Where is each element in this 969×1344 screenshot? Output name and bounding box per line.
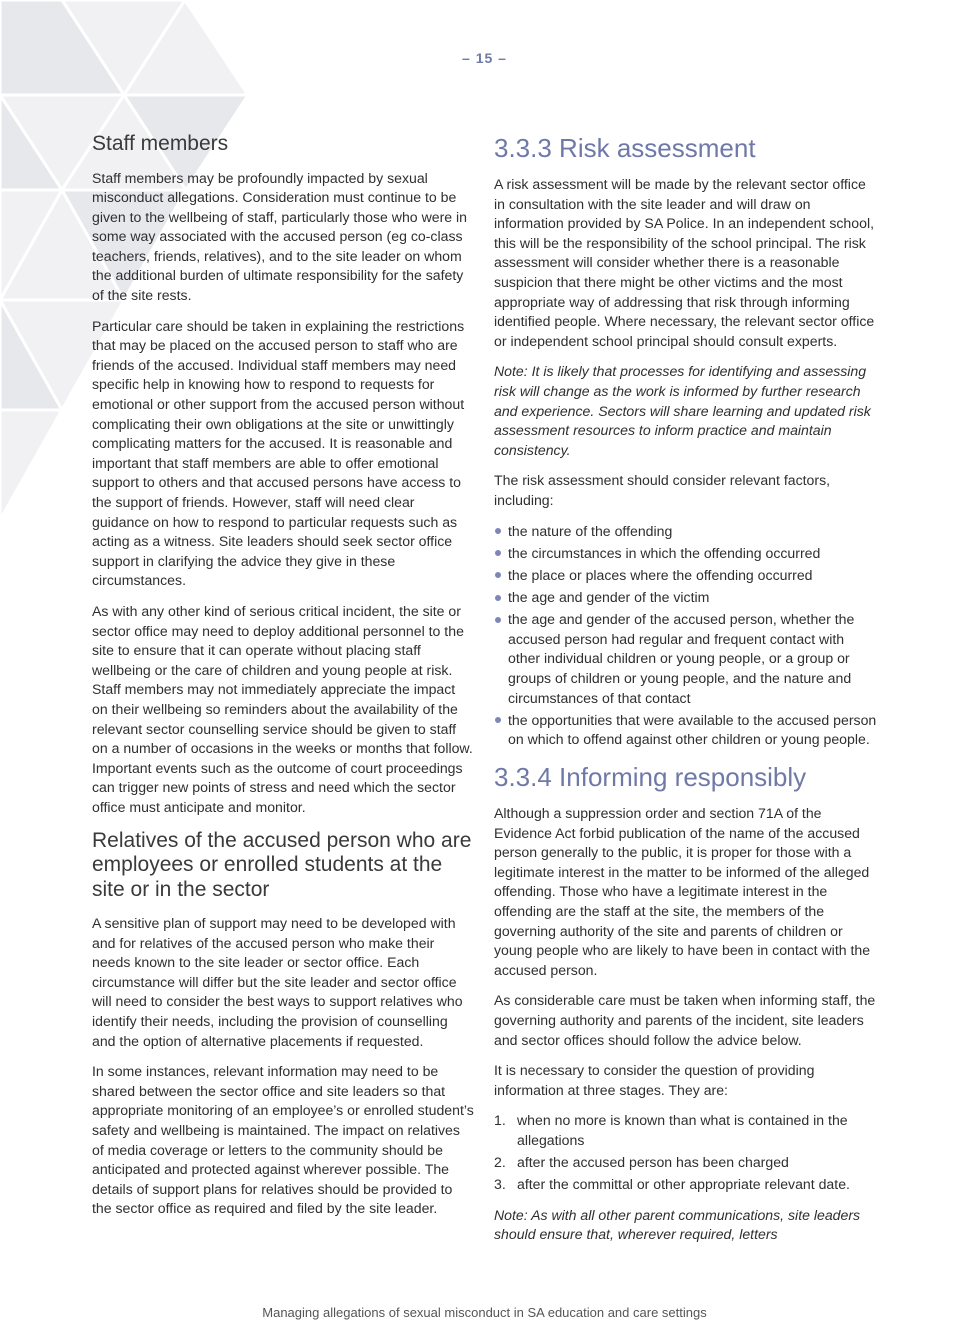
list-number: 1. — [494, 1112, 506, 1129]
list-number: 3. — [494, 1176, 506, 1193]
list-item: the nature of the offending — [494, 522, 878, 542]
heading-risk-assessment: 3.3.3 Risk assessment — [494, 133, 756, 163]
stages-list — [494, 1111, 878, 1195]
paragraph: As with any other kind of serious critical incident, the site or sector office may need to deploy additional personnel to the site to ensure that it can operate without placing staff wellbeing or the care of children and young people at risk. Staff members may not immediately appreciate the impact on their wellbeing so reminders about the availability of the relevant sector counselling service should be given to staff on a number of occasions in the weeks or months that follow. Important events such as the outcome of court proceedings can trigger new points of stress and need which the sector office must anticipate and monitor. — [92, 602, 473, 815]
paragraph: In some instances, relevant information may need to be shared between the sector office and site leaders so that appropriate monitoring of an employee’s or enrolled student’s safety and wellbeing is maintained. The impact on relatives of media coverage or letters to the community should be anticipated and protected against wherever possible. The details of support plans for relatives should be provided to the sector office as required and filed by the site leader. — [92, 1063, 474, 1217]
paragraph: A sensitive plan of support may need to be developed with and for relatives of the accused person who make their needs known to the site leader or sector office. Each circumstance will differ but the site leader and sector office will need to consider the best ways to support relatives who identify their needs, including the provision of counselling and the option of alternative placements if requested. — [92, 915, 463, 1049]
paragraph: Particular care should be taken in explaining the restrictions that may be placed on the accused person to staff who are friends of the accused. Individual staff members may need specific help in knowing how to respond to requests for emotional or other support from the accused person without complicating their own obligations at the site or unwittingly complicating matters for the accused. It is reasonable and important that staff members are able to offer emotional support to others and that accused persons have access to the support of friends. However, staff will need clear guidance on how to respond to particular requests such as acting as a witness. Site leaders should seek sector office support in clarifying the advice they give in these circumstances. — [92, 317, 465, 589]
list-text: after the committal or other appropriate relevant date. — [517, 1176, 850, 1193]
paragraph: Although a suppression order and section 71A of the Evidence Act forbid publication of the name of the accused person generally to the public, it is proper for those with a legitimate interest in the matter to be informed of the alleged offending. Those who have a legitimate interest in the offending are the staff at the site, the members of the governing authority of the site and parents of children or young people who are likely to have been in contact with the accused person. — [494, 805, 871, 978]
note: Note: It is likely that processes for identifying and assessing risk will change as the work is informed by further research and experience. Sectors will share learning and updated risk assessment resources to inform practice and maintain consistency. — [494, 363, 871, 458]
list-item: the circumstances in which the offending occurred — [494, 544, 878, 564]
left-column — [92, 132, 474, 1230]
paragraph: It is necessary to consider the question of providing information at three stages. They are: — [494, 1062, 815, 1098]
paragraph: Staff members may be profoundly impacted by sexual misconduct allegations. Consideration must continue to be given to the wellbeing of staff, particularly those who were in some way associated with the accused person (eg co-class teachers, friends, relatives), and to the site leader on whom the additional burden of ultimate responsibility for the safety of the site rests. — [92, 169, 467, 304]
list-item: the age and gender of the victim — [494, 588, 878, 608]
list-number: 2. — [494, 1154, 506, 1171]
note: Note: As with all other parent communications, site leaders should ensure that, wherever required, letters — [494, 1206, 861, 1243]
heading-informing-responsibly: 3.3.4 Informing responsibly — [494, 762, 807, 792]
list-text: after the accused person has been charged — [517, 1154, 789, 1171]
heading-staff-members: Staff members — [92, 132, 229, 155]
paragraph: As considerable care must be taken when informing staff, the governing authority and parents of the incident, site leaders and sector offices should follow the advice below. — [494, 992, 876, 1048]
right-column — [494, 132, 878, 1256]
list-item: the age and gender of the accused person, whether the accused person had regular and frequent contact with other individual children or young people, or a group or groups of children or young people, and the nature and circumstances of that contact — [494, 610, 878, 708]
list-item — [494, 1175, 878, 1195]
risk-factor-list — [494, 522, 878, 751]
list-item: the opportunities that were available to the accused person on which to offend against other children or young people. — [494, 711, 878, 750]
document-footer: Managing allegations of sexual misconduct in SA education and care settings — [262, 1305, 707, 1320]
paragraph: The risk assessment should consider relevant factors, including: — [494, 472, 831, 508]
paragraph: A risk assessment will be made by the relevant sector office in consultation with the site leader and will draw on information provided by SA Police. In an independent school, this will be the responsibility of the school principal. The risk assessment will consider whether there is a reasonable suspicion that there might be other victims and the most appropriate way of addressing that risk through informing identified people. Where necessary, the relevant sector office or independent school principal should consult experts. — [494, 176, 875, 349]
list-item: the place or places where the offending occurred — [494, 566, 878, 586]
page-number: – 15 – — [462, 50, 507, 66]
list-item — [494, 1111, 878, 1150]
list-text: when no more is known than what is contained in the allegations — [517, 1112, 848, 1148]
list-item — [494, 1153, 878, 1173]
heading-relatives: Relatives of the accused person who are employees or enrolled students at the site or in the sector — [92, 828, 472, 901]
